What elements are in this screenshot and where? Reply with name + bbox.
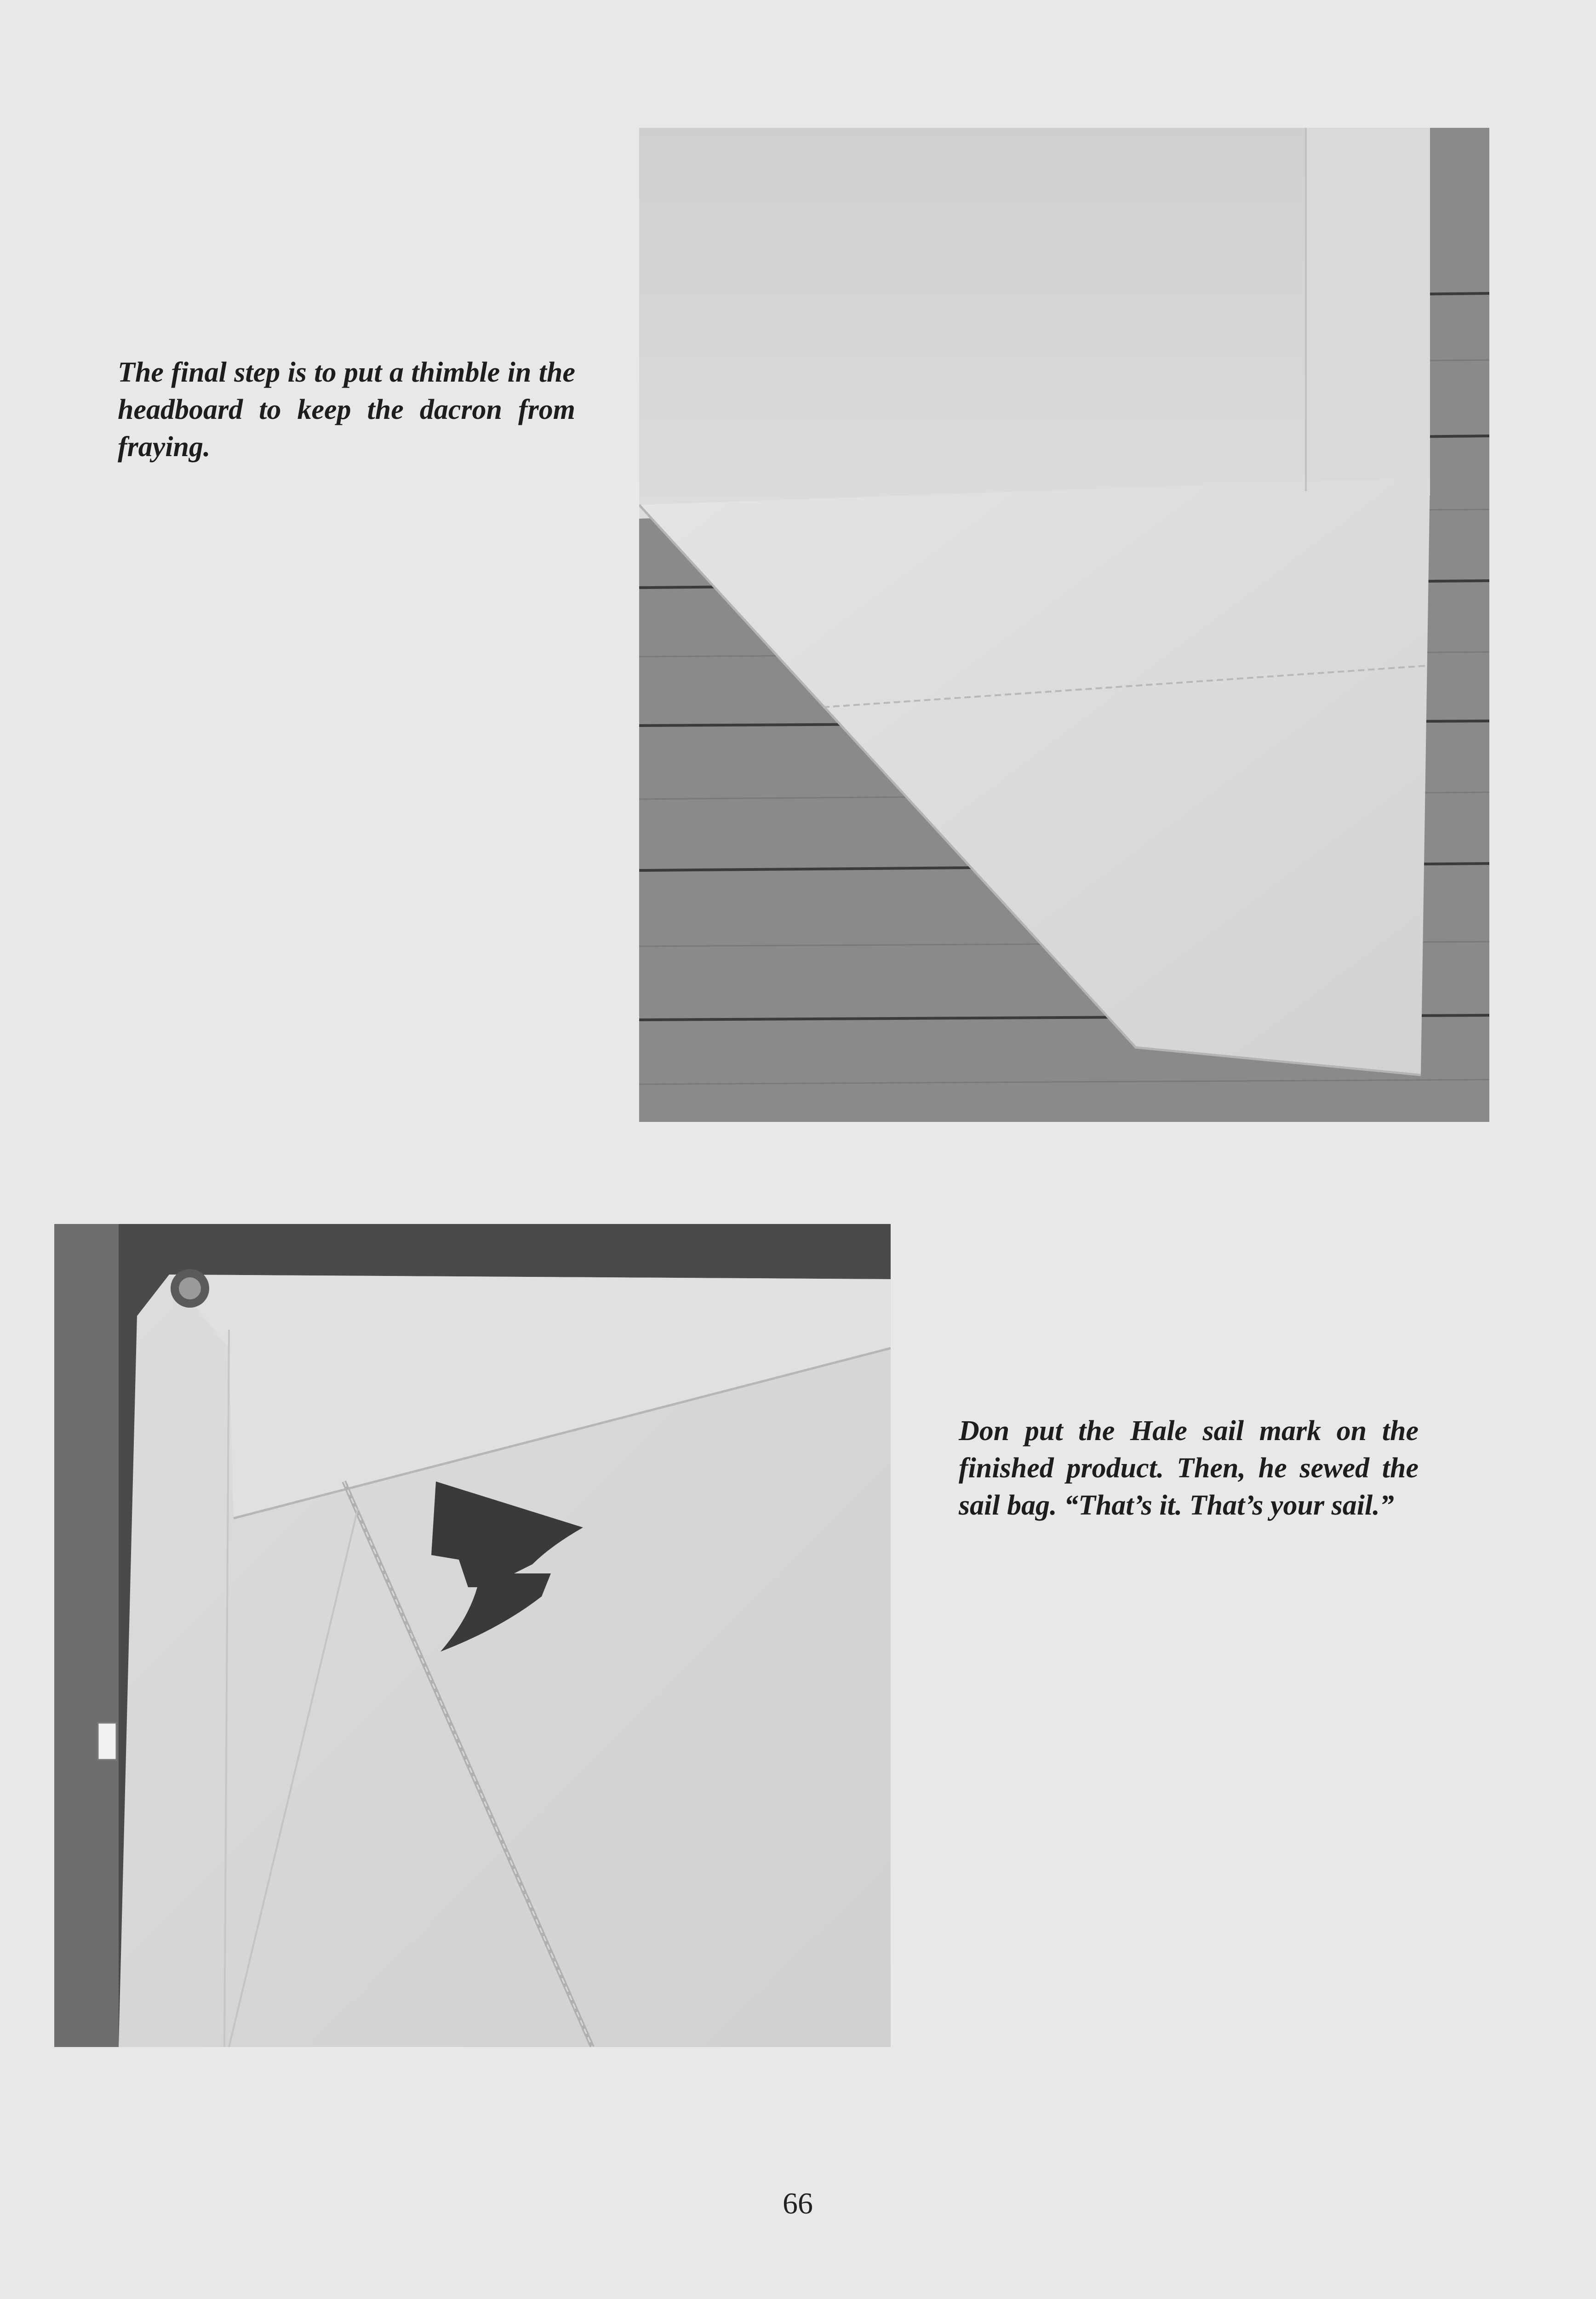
sail-mark-photo: [54, 1224, 891, 2047]
page-number: 66: [783, 2187, 813, 2220]
headboard-photo: [639, 128, 1489, 1122]
headboard-photo-image: [639, 128, 1489, 1122]
caption-bottom: Don put the Hale sail mark on the finished product. Then, he sewed the sail bag. “That’s it. That’s your sail.”: [959, 1415, 1419, 1521]
caption-top: The final step is to put a thimble in the headboard to keep the dacron from fraying.: [118, 357, 575, 463]
sail-mark-photo-image: [54, 1224, 891, 2047]
